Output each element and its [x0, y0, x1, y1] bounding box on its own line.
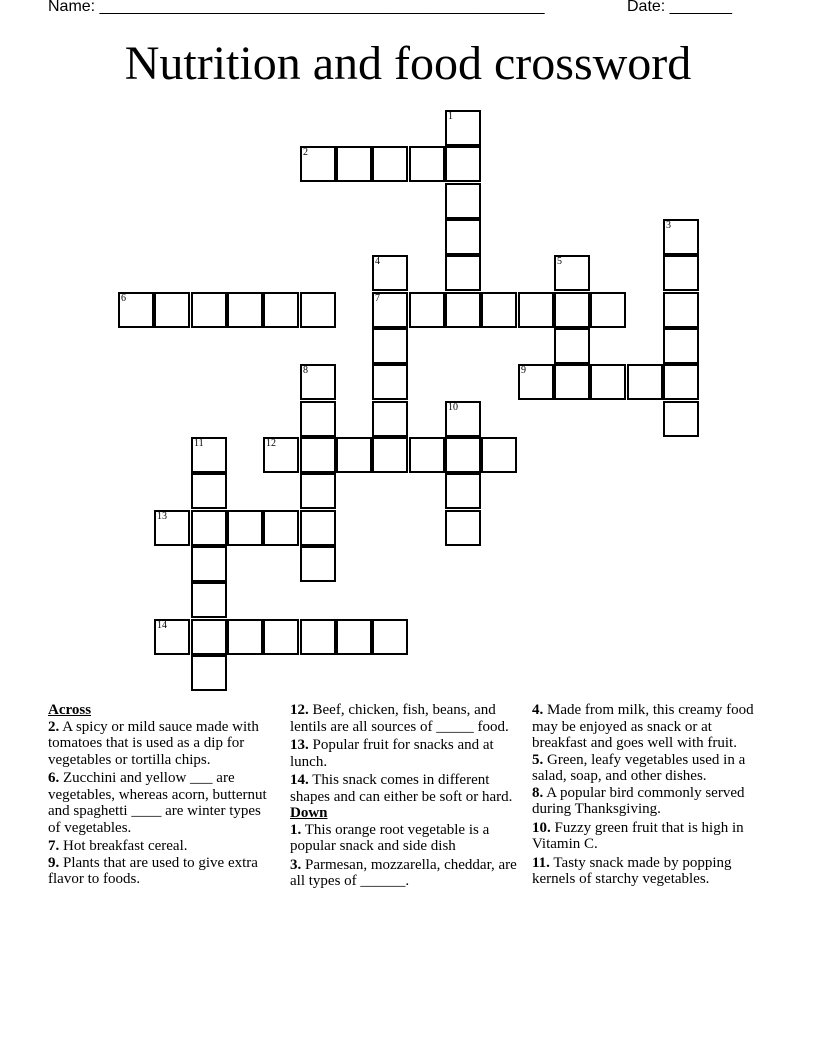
clue-down-5	[532, 752, 757, 785]
clue-number: 9.	[48, 854, 60, 871]
crossword-cell[interactable]	[554, 255, 590, 291]
crossword-cell[interactable]	[445, 292, 481, 328]
crossword-cell[interactable]	[191, 510, 227, 546]
crossword-cell[interactable]	[445, 510, 481, 546]
crossword-cell[interactable]	[590, 364, 626, 400]
crossword-cell[interactable]	[191, 655, 227, 691]
clue-across-2	[48, 719, 273, 769]
crossword-cell[interactable]	[372, 364, 408, 400]
crossword-cell[interactable]	[445, 255, 481, 291]
cell-number: 11	[194, 438, 204, 449]
clue-text: Parmesan, mozzarella, cheddar, are all types of ______.	[290, 856, 517, 889]
cell-number: 4	[375, 256, 380, 267]
cell-number: 8	[303, 365, 308, 376]
crossword-cell[interactable]	[481, 292, 517, 328]
clue-text: Hot breakfast cereal.	[63, 838, 188, 854]
crossword-cell[interactable]	[663, 364, 699, 400]
crossword-cell[interactable]	[263, 619, 299, 655]
crossword-cell[interactable]	[590, 292, 626, 328]
crossword-cell[interactable]	[663, 255, 699, 291]
cell-number: 12	[266, 438, 276, 449]
clue-text: Made from milk, this creamy food may be enjoyed as snack or at breakfast and goes well with fruit.	[532, 702, 754, 751]
clue-down-10	[532, 820, 757, 853]
clues-column-3	[532, 702, 757, 890]
clue-down-1	[290, 822, 522, 855]
crossword-cell[interactable]	[445, 473, 481, 509]
crossword-cell[interactable]	[627, 364, 663, 400]
crossword-cell[interactable]	[300, 292, 336, 328]
clue-across-13	[290, 737, 522, 770]
clue-number: 1.	[290, 821, 302, 838]
crossword-cell[interactable]	[300, 510, 336, 546]
clue-across-9	[48, 855, 273, 888]
crossword-cell[interactable]	[191, 473, 227, 509]
crossword-cell[interactable]	[300, 437, 336, 473]
crossword-cell[interactable]	[300, 146, 336, 182]
crossword-cell[interactable]	[191, 546, 227, 582]
crossword-cell[interactable]	[191, 619, 227, 655]
clue-number: 10.	[532, 819, 551, 836]
cell-number: 6	[121, 293, 126, 304]
cell-number: 3	[666, 220, 671, 231]
crossword-cell[interactable]	[263, 292, 299, 328]
across-heading: Across	[48, 702, 92, 718]
clues-column-1	[48, 702, 273, 890]
clue-text: Beef, chicken, fish, beans, and lentils are all sources of _____ food.	[290, 702, 509, 735]
clue-text: Tasty snack made by popping kernels of starchy vegetables.	[532, 854, 732, 887]
name-line[interactable]: __________________________________________________	[99, 0, 545, 15]
clue-number: 7.	[48, 838, 60, 854]
clue-across-12	[290, 702, 522, 735]
crossword-cell[interactable]	[300, 364, 336, 400]
crossword-cell[interactable]	[154, 619, 190, 655]
crossword-cell[interactable]	[154, 292, 190, 328]
cell-number: 13	[157, 511, 167, 522]
crossword-cell[interactable]	[336, 619, 372, 655]
clue-down-4	[532, 702, 757, 752]
crossword-cell[interactable]	[118, 292, 154, 328]
clue-text: Green, leafy vegetables used in a salad, soap, and other dishes.	[532, 751, 746, 784]
crossword-cell[interactable]	[518, 292, 554, 328]
clue-text: This orange root vegetable is a popular snack and side dish	[290, 821, 490, 854]
clue-number: 5.	[532, 751, 544, 768]
crossword-cell[interactable]	[518, 364, 554, 400]
crossword-cell[interactable]	[409, 437, 445, 473]
down-heading: Down	[290, 805, 328, 821]
clue-number: 11.	[532, 854, 550, 871]
crossword-cell[interactable]	[445, 401, 481, 437]
clue-number: 14.	[290, 772, 309, 788]
date-line[interactable]: _______	[669, 0, 732, 15]
crossword-cell[interactable]	[445, 110, 481, 146]
clue-text: Zucchini and yellow ___ are vegetables, whereas acorn, butternut and spaghetti ____ are winter types of vegetables.	[48, 770, 267, 836]
clue-across-6	[48, 770, 273, 836]
crossword-cell[interactable]	[191, 437, 227, 473]
crossword-cell[interactable]	[445, 437, 481, 473]
crossword-cell[interactable]	[372, 328, 408, 364]
crossword-cell[interactable]	[409, 146, 445, 182]
clue-text: Popular fruit for snacks and at lunch.	[290, 737, 494, 770]
crossword-cell[interactable]	[300, 401, 336, 437]
clue-number: 8.	[532, 784, 544, 801]
crossword-cell[interactable]	[445, 146, 481, 182]
crossword-cell[interactable]	[372, 255, 408, 291]
crossword-cell[interactable]	[227, 292, 263, 328]
clue-across-14	[290, 772, 522, 805]
clue-down-11	[532, 855, 757, 888]
clue-down-8	[532, 785, 757, 818]
crossword-cell[interactable]	[300, 546, 336, 582]
clue-number: 4.	[532, 702, 544, 718]
clue-text: A popular bird commonly served during Thanksgiving.	[532, 784, 745, 817]
crossword-cell[interactable]	[227, 510, 263, 546]
crossword-cell[interactable]	[445, 183, 481, 219]
clues-column-2	[290, 702, 522, 892]
clue-text: Fuzzy green fruit that is high in Vitamin C.	[532, 819, 744, 852]
date-label: Date:	[627, 0, 670, 15]
crossword-cell[interactable]	[336, 437, 372, 473]
crossword-cell[interactable]	[372, 146, 408, 182]
crossword-cell[interactable]	[336, 146, 372, 182]
crossword-cell[interactable]	[263, 437, 299, 473]
crossword-cell[interactable]	[663, 219, 699, 255]
crossword-cell[interactable]	[372, 401, 408, 437]
cell-number: 9	[521, 365, 526, 376]
clue-number: 3.	[290, 856, 302, 873]
crossword-cell[interactable]	[227, 619, 263, 655]
crossword-cell[interactable]	[554, 364, 590, 400]
crossword-cell[interactable]	[154, 510, 190, 546]
clue-number: 2.	[48, 718, 60, 735]
crossword-cell[interactable]	[663, 401, 699, 437]
crossword-cell[interactable]	[372, 619, 408, 655]
cell-number: 5	[557, 256, 562, 267]
crossword-cell[interactable]	[663, 328, 699, 364]
clue-text: This snack comes in different shapes and can either be soft or hard.	[290, 772, 513, 805]
crossword-cell[interactable]	[191, 582, 227, 618]
crossword-cell[interactable]	[409, 292, 445, 328]
crossword-cell[interactable]	[191, 292, 227, 328]
crossword-cell[interactable]	[554, 292, 590, 328]
crossword-cell[interactable]	[663, 292, 699, 328]
clue-down-3	[290, 857, 522, 890]
clue-number: 6.	[48, 770, 60, 786]
cell-number: 10	[448, 402, 458, 413]
clue-number: 12.	[290, 702, 309, 718]
clue-number: 13.	[290, 737, 309, 753]
crossword-cell[interactable]	[300, 473, 336, 509]
clue-across-7	[48, 838, 273, 855]
clue-text: Plants that are used to give extra flavor to foods.	[48, 854, 258, 887]
crossword-cell[interactable]	[481, 437, 517, 473]
crossword-cell[interactable]	[372, 292, 408, 328]
crossword-cell[interactable]	[445, 219, 481, 255]
cell-number: 2	[303, 147, 308, 158]
crossword-cell[interactable]	[554, 328, 590, 364]
page-title: Nutrition and food crossword	[124, 37, 692, 90]
crossword-cell[interactable]	[300, 619, 336, 655]
crossword-cell[interactable]	[263, 510, 299, 546]
clue-text: A spicy or mild sauce made with tomatoes that is used as a dip for vegetables or tortilla chips.	[48, 718, 259, 768]
cell-number: 14	[157, 620, 167, 631]
cell-number: 1	[448, 111, 453, 122]
cell-number: 7	[375, 293, 380, 304]
name-label: Name:	[48, 0, 100, 15]
crossword-cell[interactable]	[372, 437, 408, 473]
